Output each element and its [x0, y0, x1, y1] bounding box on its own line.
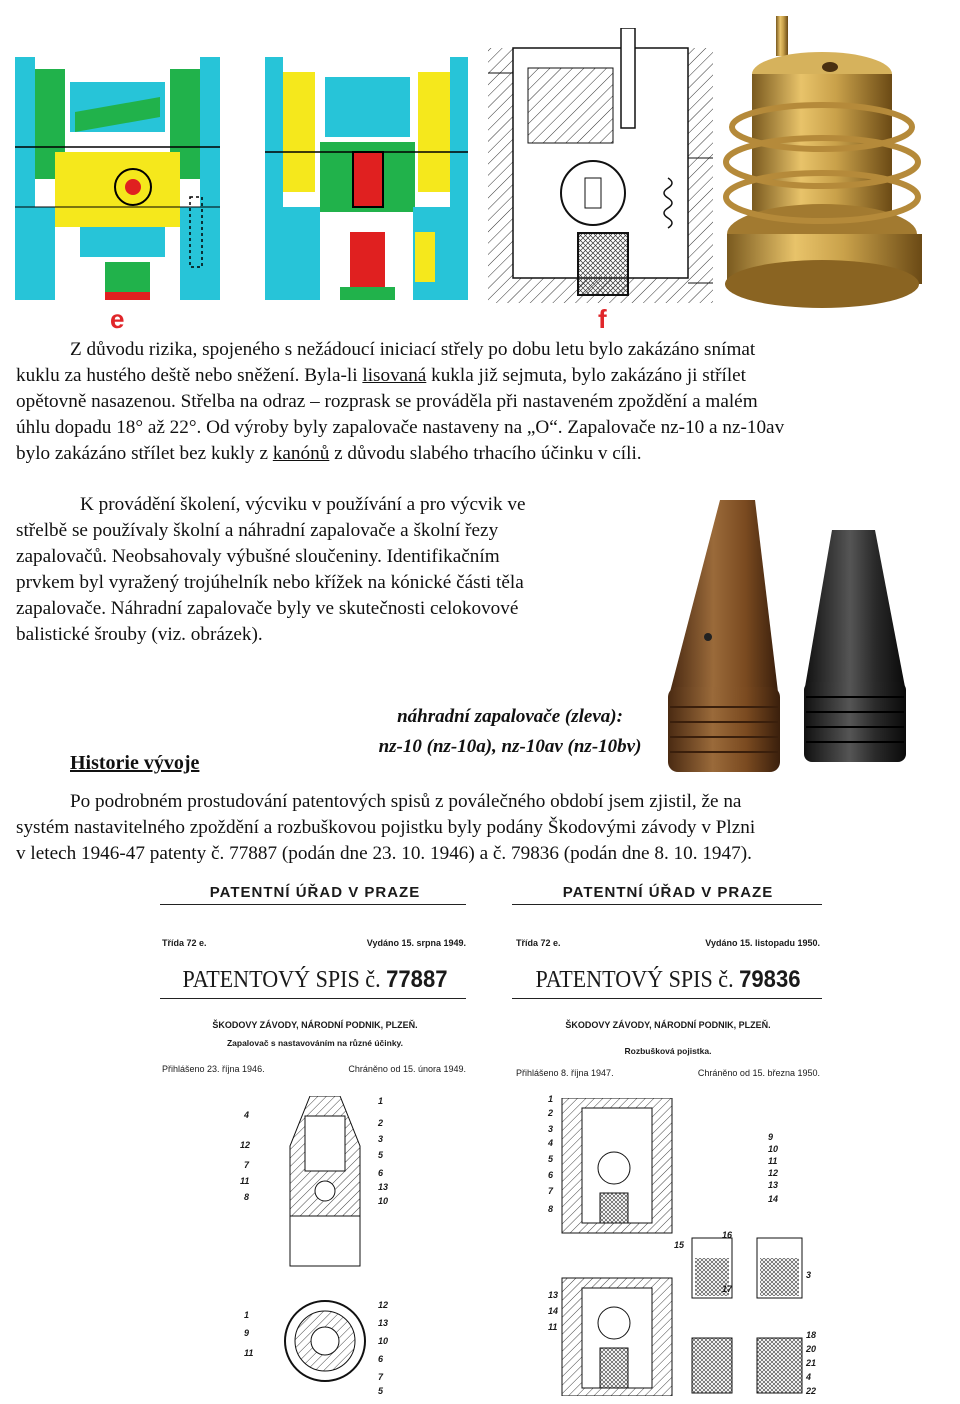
patent-office-heading: PATENTNÍ ÚŘAD V PRAZE: [562, 884, 774, 901]
label: 5: [378, 1386, 384, 1396]
label: 11: [768, 1156, 778, 1166]
paragraph-restrictions: [16, 337, 922, 467]
patent-title-rule: [512, 998, 822, 999]
label: 12: [240, 1140, 251, 1150]
label: 7: [378, 1372, 384, 1382]
label: 22: [806, 1386, 817, 1396]
label: 14: [768, 1194, 779, 1204]
figure-label-f: f: [598, 304, 607, 334]
patent-filed: Přihlášeno 8. října 1947.: [516, 1068, 614, 1078]
patent-issued: Vydáno 15. srpna 1949.: [366, 938, 466, 948]
patent-subject: Zapalovač s nastavováním na různé účinky.: [226, 1038, 404, 1048]
patent-document-77887: [160, 878, 470, 1398]
label: 6: [378, 1168, 384, 1178]
figure-label-e: e: [110, 304, 125, 334]
patent-77887-drawing: [250, 1096, 450, 1396]
patent-issued: Vydáno 15. listopadu 1950.: [705, 938, 820, 948]
patent-divider: [512, 904, 822, 905]
patent-title: PATENTOVÝ SPIS č. 79836: [535, 966, 801, 993]
photo-caption-line-1: náhradní zapalovače (zleva):: [397, 706, 623, 727]
label: 10: [378, 1336, 389, 1346]
label: 11: [548, 1322, 558, 1332]
patent-subject: Rozbušková pojistka.: [624, 1046, 712, 1056]
label: 4: [244, 1110, 250, 1120]
paragraph-patents-line-3: v letech 1946-47 patenty č. 77887 (podán dne 23. 10. 1946) a č. 79836 (podán dne 8. 10. 1947).: [16, 843, 752, 864]
label: 13: [378, 1182, 389, 1192]
label: 13: [548, 1290, 559, 1300]
replacement-fuzes-photo: [660, 492, 940, 782]
patent-office-heading: PATENTNÍ ÚŘAD V PRAZE: [209, 884, 421, 901]
paragraph-patents-line-2: systém nastavitelného zpoždění a rozbuškovou pojistku byly podány Škodovými závody v Plzni: [16, 817, 756, 838]
label: 2: [378, 1118, 384, 1128]
fuze-section-color-1: [15, 57, 220, 300]
label: 17: [722, 1284, 733, 1294]
patent-protected: Chráněno od 15. března 1950.: [697, 1068, 820, 1078]
patent-number: 77887: [386, 966, 448, 993]
label: 18: [806, 1330, 817, 1340]
label: 1: [378, 1096, 384, 1106]
label: 12: [378, 1300, 389, 1310]
label: 6: [378, 1354, 384, 1364]
label: 13: [768, 1180, 779, 1190]
replacement-fuzes-photo-drawing: [660, 492, 940, 782]
label: 9: [768, 1132, 774, 1142]
label: 3: [378, 1134, 384, 1144]
label: 9: [244, 1328, 250, 1338]
link-lisovana[interactable]: lisovaná: [362, 365, 427, 386]
paragraph-restrictions-line-2: kuklu za hustého deště nebo sněžení. Byla-li lisovaná kukla již sejmuta, bylo zakázáno ji střílet: [16, 365, 747, 386]
label: 4: [806, 1372, 812, 1382]
label: 15: [674, 1240, 685, 1250]
label: 10: [768, 1144, 779, 1154]
fuze-section-drawing: [488, 28, 713, 303]
label: 4: [548, 1138, 554, 1148]
label: 7: [548, 1186, 554, 1196]
label: 14: [548, 1306, 559, 1316]
label: 16: [722, 1230, 733, 1240]
paragraph-training-line-3: zapalovačů. Neobsahovaly výbušné sloučeniny. Identifikačním: [16, 546, 500, 567]
label: 7: [244, 1160, 250, 1170]
label: 5: [378, 1150, 384, 1160]
photo-caption-line-2: nz-10 (nz-10a), nz-10av (nz-10bv): [378, 736, 642, 757]
paragraph-training-line-4: prvkem byl vyražený trojúhelník nebo křížek na kónické části těla: [16, 572, 524, 593]
label: 11: [244, 1348, 254, 1358]
paragraph-restrictions-line-1: Z důvodu rizika, spojeného s nežádoucí iniciací střely po dobu letu bylo zakázáno snímat: [70, 339, 756, 360]
fuze-section-drawing-lines: [488, 28, 713, 303]
section-heading-history: Historie vývoje: [70, 752, 200, 774]
label: 20: [806, 1344, 817, 1354]
patent-document-79836: [512, 878, 824, 1398]
patent-title-rule: [160, 998, 466, 999]
patent-class: Třída 72 e.: [162, 938, 207, 948]
label: 21: [806, 1358, 817, 1368]
paragraph-training: [16, 492, 631, 648]
paragraph-training-line-1: K provádění školení, výcviku v používání a pro výcvik ve: [80, 494, 526, 515]
fuze-section-color-1-drawing: [15, 57, 220, 300]
paragraph-training-line-6: balistické šrouby (viz. obrázek).: [16, 624, 263, 645]
label: 1: [548, 1094, 554, 1104]
label: 8: [548, 1204, 554, 1214]
label: 2: [548, 1108, 554, 1118]
label: 5: [548, 1154, 554, 1164]
paragraph-restrictions-line-3: opětovně nasazenou. Střelba na odraz – rozprask se prováděla při nastaveném zpoždění a malém: [16, 391, 758, 412]
paragraph-patents-line-1: Po podrobném prostudování patentových spisů z poválečného období jsem zjistil, že na: [70, 791, 742, 812]
paragraph-restrictions-line-4: úhlu dopadu 18° až 22°. Od výroby byly zapalovače nastaveny na „O“. Zapalovače nz-10 a nz-10av: [16, 417, 785, 438]
label: 8: [244, 1192, 250, 1202]
patent-company: ŠKODOVY ZÁVODY, NÁRODNÍ PODNIK, PLZEŇ.: [565, 1020, 771, 1030]
label: 12: [768, 1168, 779, 1178]
patent-title: PATENTOVÝ SPIS č. 77887: [182, 966, 448, 993]
patent-class: Třída 72 e.: [516, 938, 561, 948]
fuze-section-color-2-drawing: [265, 57, 468, 300]
patent-number: 79836: [739, 966, 801, 993]
patent-divider: [160, 904, 466, 905]
label: 11: [240, 1176, 250, 1186]
patent-company: ŠKODOVY ZÁVODY, NÁRODNÍ PODNIK, PLZEŇ.: [212, 1020, 418, 1030]
label: 13: [378, 1318, 389, 1328]
label: 6: [548, 1170, 554, 1180]
brass-mechanism-photo-drawing: [722, 12, 934, 312]
link-kanonu[interactable]: kanónů: [272, 443, 330, 464]
brass-mechanism-photo: [722, 12, 934, 312]
label: 10: [378, 1196, 389, 1206]
label: 3: [806, 1270, 812, 1280]
paragraph-restrictions-line-5: bylo zakázáno střílet bez kukly z kanónů z důvodu slabého trhacího účinku v cíli.: [16, 443, 642, 464]
patent-filed: Přihlášeno 23. října 1946.: [162, 1064, 265, 1074]
label: 1: [244, 1310, 250, 1320]
paragraph-training-line-2: střelbě se používaly školní a náhradní zapalovače a školní řezy: [16, 520, 499, 541]
fuze-section-color-2: [265, 57, 468, 300]
paragraph-training-line-5: zapalovače. Náhradní zapalovače byly ve skutečnosti celokovové: [16, 598, 519, 619]
paragraph-patents: [16, 789, 922, 867]
patent-protected: Chráněno od 15. února 1949.: [348, 1064, 466, 1074]
label: 3: [548, 1124, 554, 1134]
photo-caption: [355, 702, 665, 762]
